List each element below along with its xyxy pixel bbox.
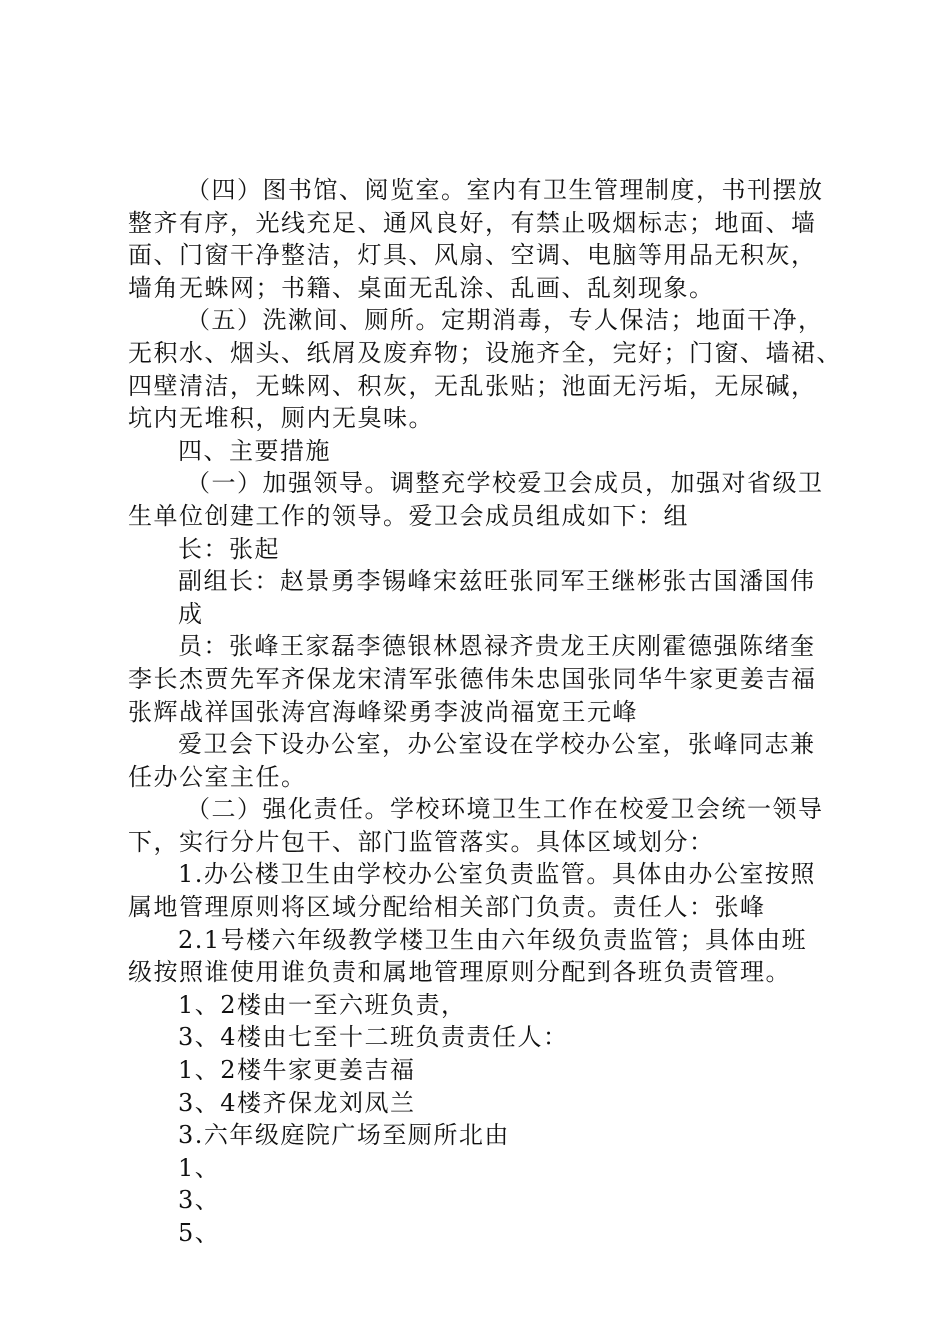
document-body	[128, 174, 842, 1250]
text-line: 整齐有序，光线充足、通风良好，有禁止吸烟标志；地面、墙	[128, 208, 817, 237]
text-line: 李长杰贾先军齐保龙宋清军张德伟朱忠国张同华牛家更姜吉福	[128, 664, 817, 693]
text-line: 员：张峰王家磊李德银林恩禄齐贵龙王庆刚霍德强陈绪奎	[178, 632, 816, 661]
text-line: （五）洗漱间、厕所。定期消毒，专人保洁；地面干净，	[186, 306, 824, 335]
text-line: 级按照谁使用谁负责和属地管理原则分配到各班负责管理。	[128, 958, 791, 987]
text-line: 3、4楼齐保龙刘凤兰	[178, 1088, 416, 1117]
text-line: 1、2楼由一至六班负责，	[178, 990, 467, 1019]
text-line: 四、主要措施	[178, 436, 331, 465]
text-line: 2.1号楼六年级教学楼卫生由六年级负责监管；具体由班	[178, 925, 808, 954]
text-line: 1.办公楼卫生由学校办公室负责监管。具体由办公室按照	[178, 860, 816, 889]
text-line: 四壁清洁，无蛛网、积灰，无乱张贴；池面无污垢，无尿碱，	[128, 371, 817, 400]
text-line: 无积水、烟头、纸屑及废弃物；设施齐全，完好；门窗、墙裙、	[128, 338, 842, 367]
text-line: （四）图书馆、阅览室。室内有卫生管理制度，书刊摆放	[186, 176, 824, 204]
text-line: 3、4楼由七至十二班负责责任人：	[178, 1023, 569, 1052]
text-line: 副组长：赵景勇李锡峰宋兹旺张同军王继彬张古国潘国伟	[178, 567, 816, 596]
text-line: 生单位创建工作的领导。爱卫会成员组成如下：组	[128, 501, 689, 530]
text-line: 长：张起	[178, 534, 280, 563]
text-line: 任办公室主任。	[128, 762, 307, 791]
text-line: （一）加强领导。调整充学校爱卫会成员，加强对省级卫	[186, 469, 824, 498]
text-line: 张辉战祥国张涛宫海峰梁勇李波尚福宽王元峰	[128, 697, 638, 726]
text-line: 1、	[178, 1153, 221, 1182]
text-line: 5、	[178, 1219, 221, 1247]
text-line: 下，实行分片包干、部门监管落实。具体区域划分：	[128, 827, 715, 856]
text-line: 属地管理原则将区域分配给相关部门负责。责任人：张峰	[128, 893, 766, 922]
text-line: 坑内无堆积，厕内无臭味。	[128, 404, 434, 433]
text-line: 成	[178, 599, 204, 628]
text-line: 墙角无蛛网；书籍、桌面无乱涂、乱画、乱刻现象。	[128, 273, 715, 302]
text-line: （二）强化责任。学校环境卫生工作在校爱卫会统一领导	[186, 795, 824, 824]
text-line: 面、门窗干净整洁，灯具、风扇、空调、电脑等用品无积灰，	[128, 241, 817, 270]
text-line: 3、	[178, 1186, 221, 1215]
text-line: 3.六年级庭院广场至厕所北由	[178, 1121, 510, 1150]
text-line: 1、2楼牛家更姜吉福	[178, 1056, 416, 1085]
text-line: 爱卫会下设办公室，办公室设在学校办公室，张峰同志兼	[178, 730, 816, 759]
